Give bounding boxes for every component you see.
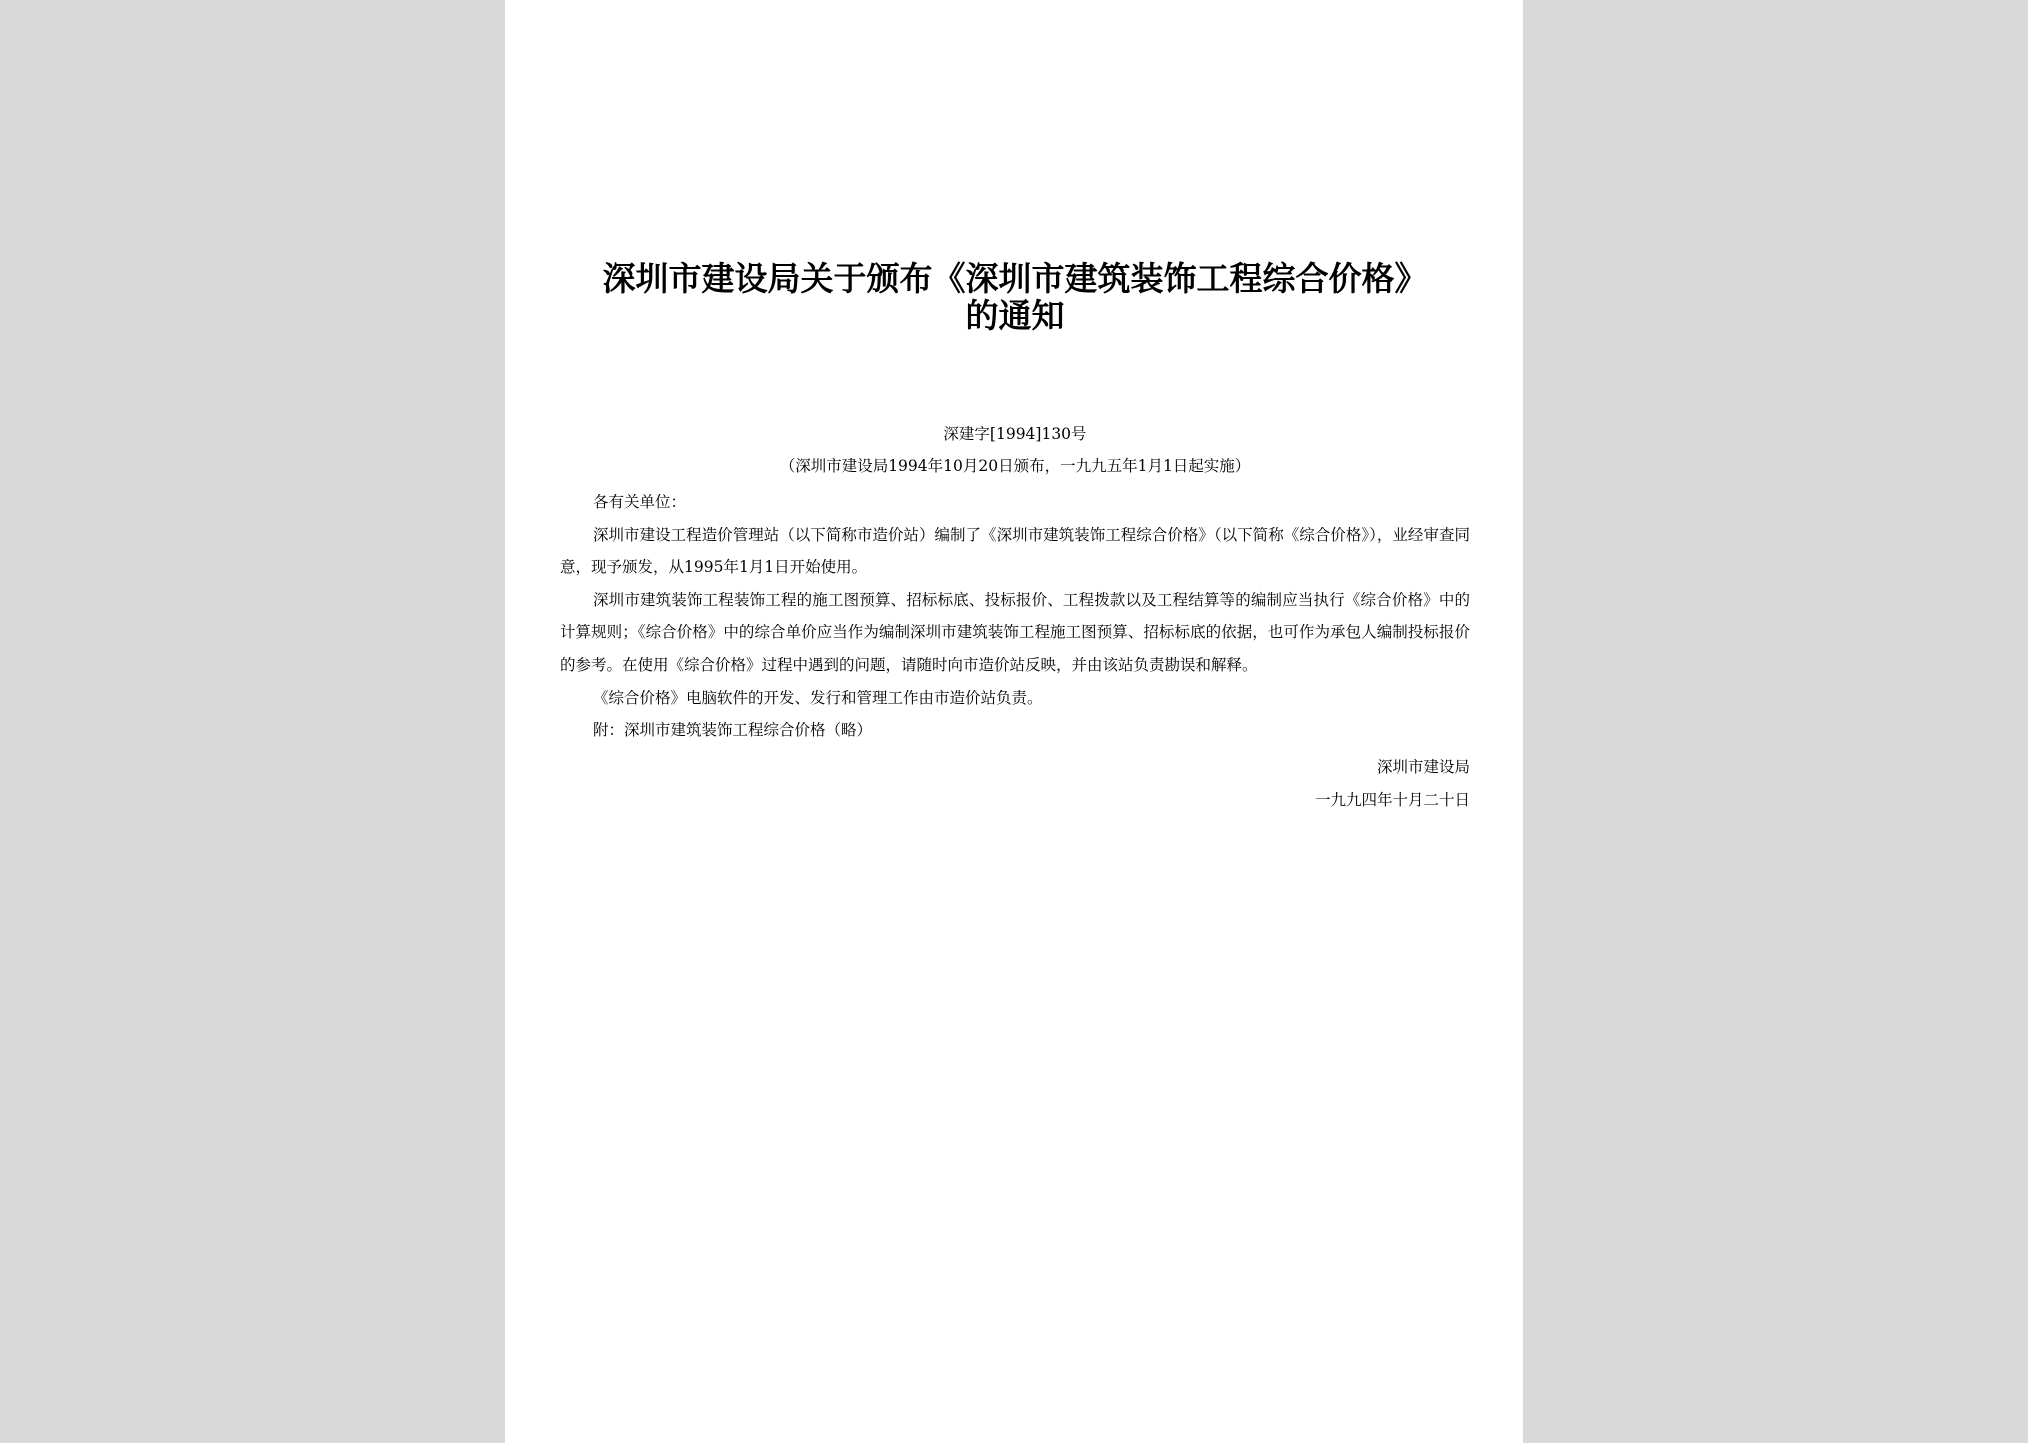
paragraph: 《综合价格》电脑软件的开发、发行和管理工作由市造价站负责。 [593, 688, 1043, 707]
document-page [505, 0, 1523, 1443]
salutation: 各有关单位： [593, 493, 687, 511]
paragraph: 深圳市建筑装饰工程装饰工程的施工图预算、招标标底、投标报价、工程拨款以及工程结算等的编制应当执行《综合价格》中的计算规则；《综合价格》中的综合单价应当作为编制深圳市建筑装饰工程施工图预算、招标标底的依据，也可作为承包人编制投标报价的参考。在使用《综合价格》过程中遇到的问题，请随时向市造价站反映，并由该站负责勘误和解释。 [560, 590, 1470, 674]
paragraph: 深圳市建设工程造价管理站（以下简称市造价站）编制了《深圳市建筑装饰工程综合价格》（以下简称《综合价格》），业经审查同意，现予颁发，从1995年1月1日开始使用。 [560, 525, 1470, 577]
attachment-note: 附：深圳市建筑装饰工程综合价格（略） [593, 721, 873, 740]
document-title: 深圳市建设局关于颁布《深圳市建筑装饰工程综合价格》的通知 [602, 259, 1428, 335]
issue-note: （深圳市建设局1994年10月20日颁布，一九九五年1月1日起实施） [779, 457, 1251, 475]
issuer-name: 深圳市建设局 [1376, 758, 1470, 776]
signature-block [1070, 751, 1470, 816]
issue-date: 一九九四年十月二十日 [1314, 790, 1470, 809]
document-body [560, 486, 1470, 747]
document-number: 深建字[1994]130号 [943, 425, 1087, 443]
